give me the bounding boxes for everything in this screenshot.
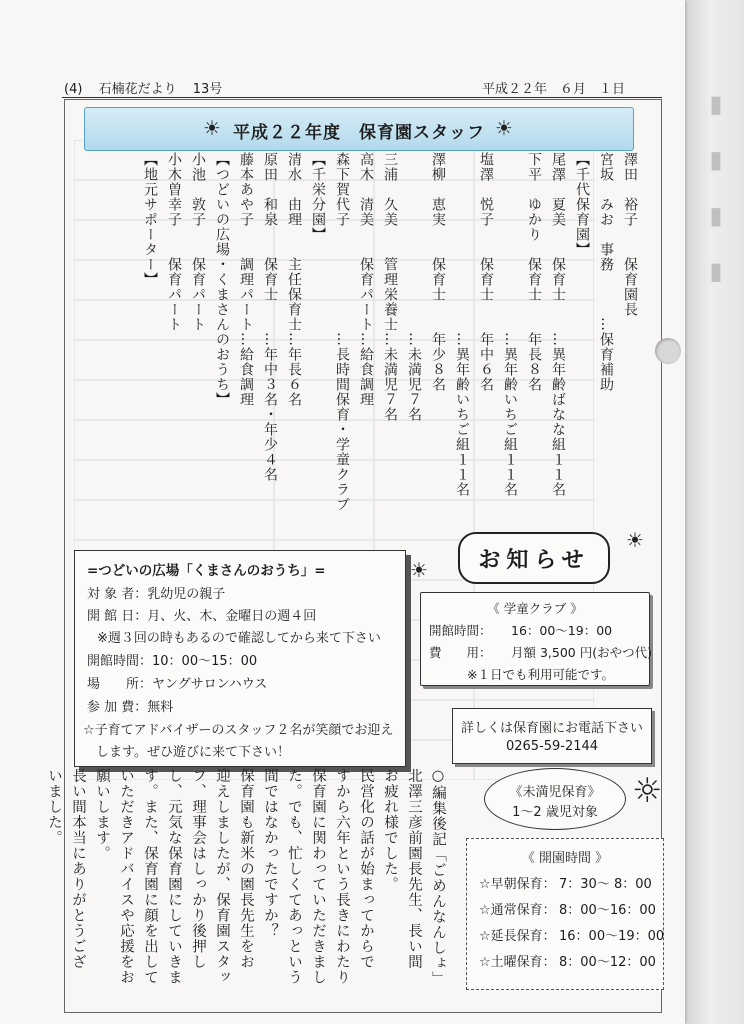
page-date: 平成２２年 ６月 １日 [482, 82, 626, 97]
header-rule [62, 97, 662, 98]
hiroba-advice: ☆子育てアドバイザーのスタッフ２名が笑顔でお迎え [83, 723, 394, 738]
staff-line: 清水 由理 主任保育士…年長６名 [286, 152, 302, 407]
staff-line: 下平 ゆかり 保育士 年長８名 [526, 152, 542, 392]
editor-note-line: す。また、保育園に顔を出して [142, 768, 158, 985]
editor-note-line: いただきアドバイスや応援をお [118, 768, 134, 985]
staff-line: 塩澤 悦子 保育士 年中６名 [478, 152, 494, 392]
sun-icon: ☀ [410, 558, 428, 582]
hours-time: 8：00～12：00 [559, 955, 656, 970]
contact-phone: 0265-59-2144 [505, 739, 599, 754]
editor-note-line: 迎えしましたが、保育園スタッ [214, 768, 230, 985]
editor-note-line: 保育園に関わっていただきまし [310, 768, 326, 985]
gakudo-club-box [420, 592, 650, 686]
hiroba-hours: 開館時間：10：00～15：00 [87, 654, 258, 669]
sun-icon: ☀ [626, 528, 644, 552]
editor-note-line: た。でも、忙しくてあっという [286, 768, 302, 985]
opening-hours-box [466, 838, 664, 990]
newsletter-name: 石楠花だより [98, 82, 177, 97]
adjacent-page-shadow: ▮ ▮ ▮ ▮ [702, 90, 730, 295]
staff-line: 澤柳 恵実 保育士 年少８名 [430, 152, 446, 392]
page-header-left [64, 78, 234, 97]
staff-line: 三浦 久美 管理栄養士…未満児７名 [382, 152, 398, 422]
page-number: (4) [64, 82, 83, 97]
hours-label: ☆通常保育： [479, 903, 556, 918]
staff-section-heading: 【地元サポーター】 [142, 152, 158, 287]
editor-note-line: 願いします。 [94, 768, 110, 861]
issue-number: 13号 [192, 82, 223, 97]
contact-text: 詳しくは保育園にお電話下さい [460, 721, 643, 736]
editor-note-line: お疲れ様でした。 [382, 768, 398, 892]
editor-note-line: し、元気な保育園にしていきま [166, 768, 182, 985]
punch-hole [655, 338, 681, 364]
sun-icon: ☀ [495, 116, 513, 140]
gakudo-hours-label: 開館時間： [429, 623, 492, 638]
hours-label: ☆延長保育： [479, 929, 556, 944]
staff-section-heading: 【千栄分園】 [310, 152, 326, 242]
gakudo-fee-label: 費 用： [429, 645, 492, 660]
hours-row [479, 873, 652, 892]
staff-line: 小木曽幸子 保育パート [166, 152, 182, 332]
editor-note-line: すから六年という長きにわたり [334, 768, 350, 985]
staff-line: 尾澤 夏美 保育士 …異年齢ばなな組１１名 [550, 152, 566, 497]
staff-line: 藤本あや子 調理パート…給食調理 [238, 152, 254, 407]
staff-section-heading: 【千代保育園】 [574, 152, 590, 257]
staff-line: 小池 敦子 保育パート [190, 152, 206, 332]
hiroba-days: 開 館 日：月、火、木、金曜日の週４回 [87, 609, 317, 624]
hours-time: 16：00～19：00 [559, 929, 665, 944]
mimanji-title: 《未満児保育》 [509, 785, 601, 800]
hiroba-info-box [74, 550, 406, 767]
staff-line: 原田 和泉 保育士 …年中３名・年少４名 [262, 152, 278, 482]
sun-icon: ☀ [203, 116, 221, 140]
staff-line: …異年齢いちご組１１名 [502, 152, 518, 497]
hiroba-advice: します。ぜひ遊びに来て下さい！ [83, 745, 290, 760]
staff-line: 澤田 裕子 保育園長 [622, 152, 638, 317]
editor-note-line: 長い間本当にありがとうござ [70, 768, 86, 970]
staff-section-heading: 【つどいの広場・くまさんのおうち】 [214, 152, 230, 407]
editor-note-line: 保育園も新米の園長先生をお [238, 768, 254, 970]
staff-line: …異年齢いちご組１１名 [454, 152, 470, 497]
hiroba-target: 対 象 者：乳幼児の親子 [87, 587, 226, 602]
hours-title: 《 開園時間 》 [521, 851, 609, 866]
hours-time: 7：30～ 8：00 [559, 877, 652, 892]
hours-row [479, 925, 664, 944]
adjacent-page-edge [688, 0, 744, 1024]
staff-line: 高木 清美 保育パート…給食調理 [358, 152, 374, 407]
gakudo-fee-value: 月額 3,500 円(おやつ代) [511, 645, 652, 660]
staff-title: 平成２２年度 保育園スタッフ [233, 123, 485, 143]
sun-icon: ☼ [632, 771, 663, 811]
gakudo-note: ※１日でも利用可能です。 [467, 667, 614, 682]
staff-title-banner [84, 107, 634, 151]
hours-time: 8：00～16：00 [559, 903, 656, 918]
oshirase-label: お知らせ [478, 548, 590, 573]
hours-label: ☆早朝保育： [479, 877, 556, 892]
gakudo-hours-value: 16：00～19：00 [511, 623, 613, 638]
hiroba-fee: 参 加 費：無料 [87, 700, 174, 715]
hiroba-days-note: ※週３回の時もあるので確認してから来て下さい [97, 631, 381, 646]
hours-row [479, 899, 656, 918]
contact-box [452, 708, 652, 764]
mimanji-age: 1～2 歳児対象 [512, 805, 598, 820]
editor-note-line: いました。 [46, 768, 62, 846]
hiroba-title: =つどいの広場「くまさんのおうち」= [87, 563, 326, 579]
gakudo-title: 《 学童クラブ 》 [487, 601, 583, 616]
hours-label: ☆土曜保育： [479, 955, 556, 970]
editor-note-line: 民営化の話が始まってからで [358, 768, 374, 970]
staff-line: 宮坂 みお 事務 …保育補助 [598, 152, 614, 392]
staff-line: 森下賀代子 …長時間保育・学童クラブ [334, 152, 350, 512]
mimanji-box [484, 768, 626, 830]
editor-note-line: 北澤三彦前園長先生、長い間 [406, 768, 422, 970]
editor-note-line: 間ではなかったですか？ [262, 768, 278, 939]
staff-line: …未満児７名 [406, 152, 422, 422]
oshirase-badge [458, 532, 610, 584]
editor-note-title: ○編集後記「ごめんなんしょ」 [430, 768, 446, 987]
hiroba-place: 場 所：ヤングサロンハウス [87, 677, 268, 692]
editor-note-line: フ、理事会はしっかり後押し [190, 768, 206, 970]
hours-row [479, 951, 656, 970]
